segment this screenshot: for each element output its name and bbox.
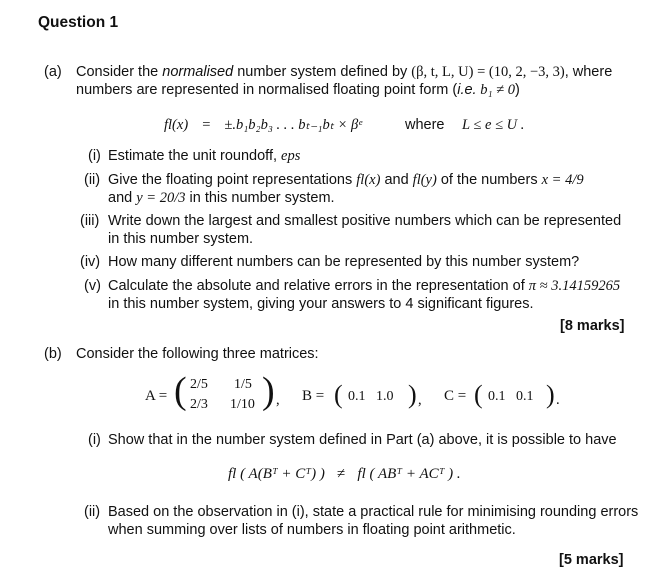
item-a-v-body: Calculate the absolute and relative errors in the representation of: [108, 278, 529, 294]
matrix-c-row: 0.1 0.1: [488, 389, 534, 404]
part-a-line1-pre: Consider the: [76, 64, 163, 80]
item-a-ii-line2-post: in this number system.: [185, 190, 335, 206]
matrix-c-left-paren: (: [474, 380, 483, 409]
part-a-marks: [8 marks]: [560, 318, 625, 334]
item-a-i-text: [108, 148, 300, 165]
item-a-iv-label: (iv): [80, 254, 101, 270]
part-a-line1: [76, 64, 612, 81]
part-a-line2-math: b₁ ≠ 0: [476, 82, 515, 98]
item-a-ii-body: Give the floating point representations: [108, 172, 357, 188]
item-b-ii-line1: Based on the observation in (i), state a practical rule for minimising rounding errors: [108, 504, 639, 520]
item-a-v-line2: in this number system, giving your answers to 4 significant figures.: [108, 296, 534, 312]
item-a-ii-and: and: [380, 172, 413, 188]
matrix-a-right-paren: ): [262, 370, 275, 412]
matrix-a-comma: ,: [276, 392, 280, 408]
part-b-intro: Consider the following three matrices:: [76, 346, 319, 362]
matrix-b-label: B =: [302, 388, 325, 404]
matrix-b-row: 0.1 1.0: [348, 389, 394, 404]
item-a-ii-math2: fl(y): [412, 172, 437, 188]
part-a-line1-em: normalised: [162, 64, 234, 80]
item-a-i-label: (i): [88, 148, 101, 164]
matrix-b-comma: ,: [418, 392, 422, 408]
item-a-ii-math3: x = 4/9: [541, 172, 584, 188]
part-a-line2-post: ): [514, 82, 520, 98]
normalised-form-formula: [164, 117, 362, 134]
matrix-c-label: C =: [444, 388, 467, 404]
item-a-iii-line2: in this number system.: [108, 231, 254, 247]
item-b-ii-line2: when summing over lists of numbers in floating point arithmetic.: [108, 522, 516, 538]
matrix-a-r2c1: 2/3: [190, 397, 208, 412]
part-a-line2: [76, 82, 520, 99]
matrix-b-right-paren: ): [408, 380, 417, 409]
item-a-ii-line2: [108, 190, 335, 207]
item-a-ii-label: (ii): [84, 172, 101, 188]
item-a-ii-line2-pre: and: [108, 190, 137, 206]
formula-eq: =: [202, 117, 211, 133]
part-b-marks: [5 marks]: [559, 552, 624, 568]
item-a-ii-math1: fl(x): [356, 172, 381, 188]
item-a-ii-line2-math: y = 20/3: [136, 190, 186, 206]
matrix-a-left-paren: (: [174, 370, 187, 412]
question-title: Question 1: [38, 14, 119, 31]
item-b-i-text: Show that in the number system defined in Part (a) above, it is possible to have: [108, 432, 617, 448]
part-a-line1-post: , where: [564, 64, 613, 80]
part-b-label: (b): [44, 346, 62, 362]
part-a-line2-ie: i.e.: [457, 82, 477, 98]
formula-condition: L ≤ e ≤ U .: [462, 117, 525, 133]
matrix-b-left-paren: (: [334, 380, 343, 409]
formula-where: where: [405, 117, 445, 133]
eq-left: fl ( A(Bᵀ + Cᵀ) ): [228, 466, 325, 482]
matrix-c-period: .: [556, 392, 560, 408]
item-a-v-math: π ≈ 3.14159265: [528, 278, 621, 294]
matrix-c-right-paren: ): [546, 380, 555, 409]
item-a-ii-text2: of the numbers: [436, 172, 542, 188]
item-b-i-label: (i): [88, 432, 101, 448]
item-a-i-body: Estimate the unit roundoff,: [108, 148, 282, 164]
eq-right: fl ( ABᵀ + ACᵀ ) .: [357, 466, 461, 482]
item-b-ii-label: (ii): [84, 504, 101, 520]
part-a-line1-math: (β, t, L, U) = (10, 2, −3, 3): [411, 64, 565, 80]
inequality-equation: [228, 465, 461, 483]
part-a-line2-pre: numbers are represented in normalised floating point form (: [76, 82, 458, 98]
item-a-i-math: eps: [281, 148, 301, 164]
item-a-iv-text: How many different numbers can be represented by this number system?: [108, 254, 580, 270]
item-a-iii-label: (iii): [80, 213, 100, 229]
item-a-iii-line1: Write down the largest and smallest positive numbers which can be represented: [108, 213, 622, 229]
item-a-ii-line1: [108, 172, 584, 189]
part-a-label: (a): [44, 64, 62, 80]
matrix-a-r1c2: 1/5: [234, 377, 252, 392]
formula-lhs: fl(x): [164, 117, 189, 133]
item-a-v-line1: [108, 278, 620, 295]
eq-neq: ≠: [337, 466, 346, 482]
formula-rhs: ±.b₁b₂b₃ . . . bₜ₋₁bₜ × βᵉ: [224, 117, 363, 133]
part-a-line1-mid: number system defined by: [233, 64, 412, 80]
item-a-v-label: (v): [84, 278, 101, 294]
matrix-a-r2c2: 1/10: [230, 397, 255, 412]
matrix-a-label: A =: [145, 388, 168, 404]
matrix-a-r1c1: 2/5: [190, 377, 208, 392]
